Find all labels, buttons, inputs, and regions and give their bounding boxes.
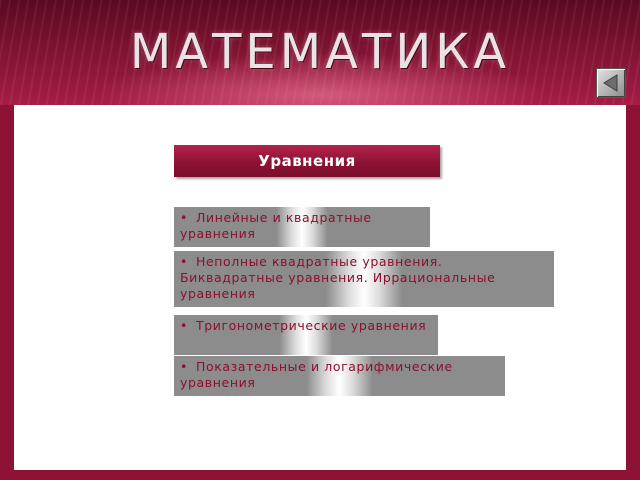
topic-item-linear-quadratic[interactable] — [174, 207, 430, 247]
topic-item-label: Линейные и квадратные уравнения — [180, 210, 372, 241]
topic-item-incomplete-biquadratic[interactable] — [174, 251, 554, 307]
topic-item-label: Неполные квадратные уравнения. Биквадратные уравнения. Иррациональные уравнения — [180, 254, 496, 301]
section-title: Уравнения — [174, 145, 440, 177]
page-title: МАТЕМАТИКА — [129, 24, 511, 80]
bullet-icon: • — [180, 254, 188, 269]
topic-item-label: Показательные и логарифмические уравнения — [180, 359, 453, 390]
topic-item-exponential-logarithmic[interactable] — [174, 356, 505, 396]
topic-item-label: Тригонометрические уравнения — [195, 318, 427, 333]
bullet-icon: • — [180, 318, 188, 333]
back-triangle-icon — [601, 73, 621, 93]
back-button[interactable] — [596, 68, 626, 98]
bullet-icon: • — [180, 210, 188, 225]
bullet-icon: • — [180, 359, 188, 374]
header-banner — [0, 0, 640, 105]
topic-item-trigonometric[interactable] — [174, 315, 438, 355]
